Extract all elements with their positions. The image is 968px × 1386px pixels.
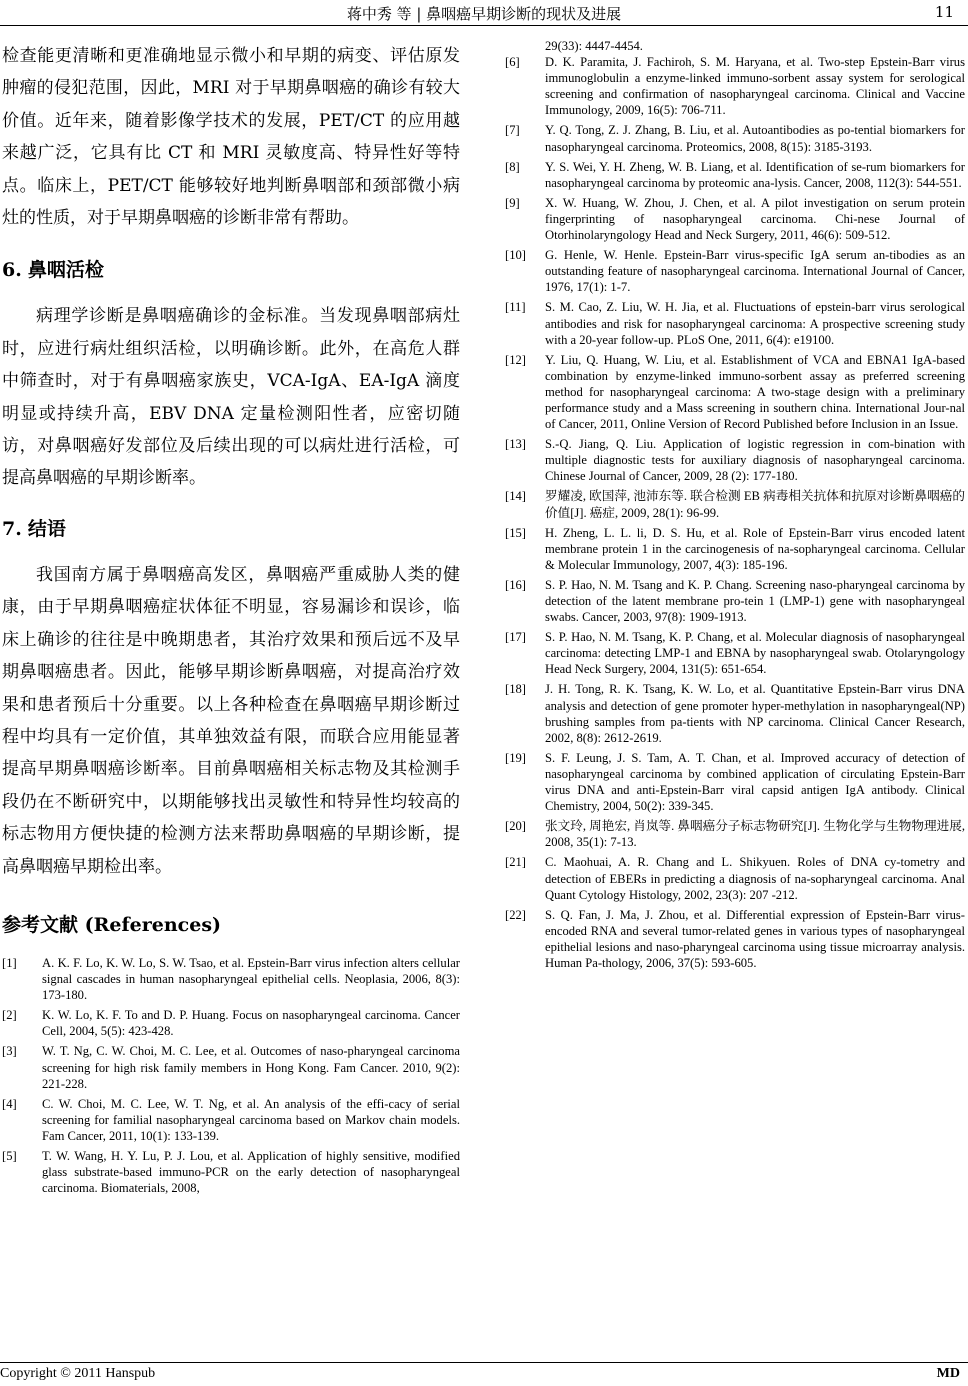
section-6-paragraph: 病理学诊断是鼻咽癌确诊的金标准。当发现鼻咽部病灶时，应进行病灶组织活检，以明确诊断。此外，在高危人群中筛查时，对于有鼻咽癌家族史，VCA-IgA、EA-IgA 滴度明显或持续升高，EBV DNA 定量检测阳性者，应密切随访，对鼻咽癌好发部位及后续出现的可以病灶进行活检，可提高鼻咽癌的早期诊断率。: [2, 306, 460, 489]
section-6-number: 6.: [2, 259, 22, 282]
reference-list-left: [2, 955, 460, 1196]
reference-text: D. K. Paramita, J. Fachiroh, S. M. Haryana, et al. Two-step Epstein-Barr virus immunoglobulin a enzyme-linked immuno-sorbent assay system for serological screening and confirmation of nasopharyngeal carcinoma. Clinical and Vaccine Immunology, 2009, 16(5): 706-711.: [545, 55, 965, 118]
running-header: [0, 0, 968, 26]
reference-number: [22]: [505, 907, 526, 922]
reference-item: [505, 750, 965, 814]
reference-item: [505, 818, 965, 850]
reference-item: [505, 854, 965, 902]
reference-number: [9]: [505, 195, 520, 210]
reference-item: [505, 247, 965, 295]
left-column: [2, 40, 460, 1196]
reference-number: [8]: [505, 159, 520, 174]
intro-paragraph: 检查能更清晰和更准确地显示微小和早期的病变、评估原发肿瘤的侵犯范围，因此，MRI 对于早期鼻咽癌的确诊有较大价值。近年来，随着影像学技术的发展，PET/CT 的应用越来越广泛，它具有比 CT 和 MRI 灵敏度高、特异性好等特点。临床上，PET/CT 能够较好地判断鼻咽部和颈部微小病灶的性质，对于早期鼻咽癌的诊断非常有帮助。: [2, 46, 460, 229]
reference-item: [2, 1096, 460, 1144]
reference-text: H. Zheng, L. L. li, D. S. Hu, et al. Role of Epstein-Barr virus encoded latent membrane protein 1 in the carcinogenesis of na-sopharyngeal carcinoma. Cellular & Molecular Immunology, 2007, 4(3): 185-196.: [545, 525, 965, 572]
reference-item: [505, 195, 965, 243]
reference-item: [505, 629, 965, 677]
reference-item: [505, 525, 965, 573]
reference-continuation: 29(33): 4447-4454.: [545, 39, 643, 53]
section-7-paragraph: 我国南方属于鼻咽癌高发区，鼻咽癌严重威胁人类的健康，由于早期鼻咽癌症状体征不明显，容易漏诊和误诊，临床上确诊的往往是中晚期患者，其治疗效果和预后远不及早期鼻咽癌患者。因此，能够早期诊断鼻咽癌，对提高治疗效果和患者预后十分重要。以上各种检查在鼻咽癌早期诊断过程中均具有一定价值，其单独效益有限，而联合应用能显著提高早期鼻咽癌诊断率。目前鼻咽癌相关标志物及其检测手段仍在不断研究中，以期能够找出灵敏性和特异性均较高的标志物用方便快捷的检测方法来帮助鼻咽癌的早期诊断，提高鼻咽癌早期检出率。: [2, 564, 460, 877]
reference-text: C. Maohuai, A. R. Chang and L. Shikyuen. Roles of DNA cy-tometry and detection of EBERs in predicting a diagnosis of na-sopharyngeal carcinoma. Anal Quant Cytology Histology, 2002, 23(3): 207 -212.: [545, 855, 965, 902]
reference-number: [7]: [505, 123, 520, 138]
reference-number: [3]: [2, 1044, 17, 1059]
reference-item: [505, 436, 965, 484]
section-6-title: 鼻咽活检: [27, 259, 104, 282]
reference-number: [5]: [2, 1148, 17, 1163]
reference-number: [16]: [505, 577, 526, 592]
reference-text: A. K. F. Lo, K. W. Lo, S. W. Tsao, et al. Epstein-Barr virus infection alters cellular signal cascades in human nasopharyngeal epithelial cells. Neoplasia, 2006, 8(3): 173-180.: [42, 955, 460, 1003]
reference-text: S. P. Hao, N. M. Tsang, K. P. Chang, et al. Molecular diagnosis of nasopharyngeal carcinoma: detecting LMP-1 and EBNA by nasopharyngeal swab. Otolaryngology Head Neck Surgery, 2004, 131(5): 651-654.: [545, 630, 965, 677]
reference-text: S. F. Leung, J. S. Tam, A. T. Chan, et al. Improved accuracy of detection of nasopharyngeal carcinoma by combined application of circulating Epstein-Barr virus DNA and anti-Epstein-Barr viral capsid antigen IgA antibody. Clinical Chemistry, 2004, 50(2): 339-345.: [545, 750, 965, 814]
reference-item: [505, 54, 965, 118]
reference-number: [20]: [505, 819, 526, 834]
section-6-heading: [2, 254, 460, 286]
footer-rule: [0, 1362, 968, 1363]
reference-text: C. W. Choi, M. C. Lee, W. T. Ng, et al. An analysis of the effi-cacy of serial screening for familial nasopharyngeal carcinoma based on Markov chain models. Fam Cancer, 2011, 10(1): 133-139.: [42, 1096, 460, 1143]
references-heading: 参考文献 (References): [2, 913, 222, 936]
reference-text: Y. Q. Tong, Z. J. Zhang, B. Liu, et al. Autoantibodies as po-tential biomarkers for nasopharyngeal carcinoma. Proteomics, 2008, 8(15): 3185-3193.: [545, 123, 965, 154]
reference-number: [4]: [2, 1096, 17, 1111]
reference-text: Y. Liu, Q. Huang, W. Liu, et al. Establishment of VCA and EBNA1 IgA-based combination by enzyme-linked immuno-sorbent assay as preferred screening method for nasopharyngeal carcinoma: A two-stage design with a preliminary performance study and a Mass screening in southern china. International Jour-nal of Cancer, 2011, Online Version of Record Published before Inclusion in an Issue.: [545, 352, 965, 432]
copyright-text: Copyright © 2011 Hanspub: [0, 1366, 156, 1381]
reference-text: W. T. Ng, C. W. Choi, M. C. Lee, et al. Outcomes of naso-pharyngeal carcinoma screening for high risk family members in Hong Kong. Fam Cancer. 2010, 9(2): 221-228.: [42, 1044, 460, 1091]
header-rule: [0, 25, 968, 26]
reference-item: [505, 907, 965, 971]
reference-item: [505, 352, 965, 432]
reference-number: [11]: [505, 300, 526, 315]
reference-item: [2, 955, 460, 1003]
right-column: [505, 38, 965, 971]
reference-list-right: [505, 54, 965, 971]
reference-number: [10]: [505, 248, 526, 263]
reference-item: [505, 159, 965, 191]
reference-number: [18]: [505, 682, 526, 697]
reference-text: Y. S. Wei, Y. H. Zheng, W. B. Liang, et al. Identification of se-rum biomarkers for nasopharyngeal carcinoma by proteomic ana-lysis. Cancer, 2008, 112(3): 544-551.: [545, 159, 965, 190]
section-7-number: 7.: [2, 517, 22, 540]
page-number: 11: [934, 3, 954, 21]
reference-number: [13]: [505, 437, 526, 452]
reference-text: S. P. Hao, N. M. Tsang and K. P. Chang. Screening naso-pharyngeal carcinoma by detection of the latent membrane pro-tein 1 (LMP-1) gene with nasopharyngeal swabs. Cancer, 2003, 97(8): 1909-1913.: [545, 577, 965, 625]
reference-number: [1]: [2, 955, 17, 970]
reference-number: [6]: [505, 55, 520, 70]
reference-text: S.-Q. Jiang, Q. Liu. Application of logistic regression in com-bination with multiple diagnostic tests for auxiliary diagnosis of nasopharyngeal carcinoma. Chinese Journal of Cancer, 2009, 28 (2): 177-180.: [545, 437, 965, 484]
reference-text: K. W. Lo, K. F. To and D. P. Huang. Focus on nasopharyngeal carcinoma. Cancer Cell, 2004, 5(5): 423-428.: [42, 1008, 460, 1039]
reference-text: T. W. Wang, H. Y. Lu, P. J. Lou, et al. Application of highly sensitive, modified glass substrate-based immuno-PCR on the early detection of nasopharyngeal carcinoma. Biomaterials, 2008,: [42, 1148, 460, 1196]
reference-number: [15]: [505, 525, 526, 540]
reference-number: [12]: [505, 352, 526, 367]
section-7-title: 结语: [27, 517, 66, 540]
reference-text: G. Henle, W. Henle. Epstein-Barr virus-specific IgA serum an-tibodies as an outstanding feature of nasopharyngeal carcinoma. International Journal of Cancer, 1976, 17(1): 1-7.: [545, 248, 965, 295]
running-title: 蒋中秀 等 | 鼻咽癌早期诊断的现状及进展: [346, 5, 622, 23]
reference-item: [505, 122, 965, 154]
journal-abbrev: MD: [936, 1366, 960, 1381]
reference-number: [17]: [505, 630, 526, 645]
reference-text: 张文玲, 周艳宏, 肖岚等. 鼻咽癌分子标志物研究[J]. 生物化学与生物物理进展, 2008, 35(1): 7-13.: [545, 819, 965, 850]
reference-text: X. W. Huang, W. Zhou, J. Chen, et al. A pilot investigation on serum protein fingerprinting of nasopharyngeal carcinoma. Chi-nese Journal of Otorhinolaryngology Head and Neck Surgery, 2011, 46(6): 509-512.: [545, 195, 965, 243]
section-7-heading: [2, 513, 460, 545]
reference-item: [2, 1043, 460, 1091]
reference-text: S. Q. Fan, J. Ma, J. Zhou, et al. Differential expression of Epstein-Barr virus-encoded RNA and several tumor-related genes in various types of nasopharyngeal epithelial lesions and naso-pharyngeal carcinoma using tissue microarray analysis. Human Pa-thology, 2006, 37(5): 593-605.: [545, 907, 965, 970]
reference-item: [2, 1007, 460, 1039]
reference-text: J. H. Tong, R. K. Tsang, K. W. Lo, et al. Quantitative Epstein-Barr virus DNA analysis and detection of gene promoter hyper-methylation in nasopharyngeal(NP) brushing samples from pa-tients with NP carcinoma. Clinical Cancer Research, 2002, 8(8): 2612-2619.: [545, 682, 965, 745]
reference-text: 罗耀凌, 欧国萍, 池沛东等. 联合检测 EB 病毒相关抗体和抗原对诊断鼻咽癌的价值[J]. 癌症, 2009, 28(1): 96-99.: [545, 489, 965, 520]
reference-item: [505, 299, 965, 347]
reference-item: [505, 577, 965, 625]
reference-number: [2]: [2, 1008, 17, 1023]
reference-item: [505, 681, 965, 745]
reference-text: S. M. Cao, Z. Liu, W. H. Jia, et al. Fluctuations of epstein-barr virus serological antibodies and risk for nasopharyngeal carcinoma: A prospective screening study with a 20-year follow-up. PLoS One, 2011, 6(4): e19100.: [545, 300, 965, 347]
reference-number: [19]: [505, 750, 526, 765]
reference-item: [2, 1148, 460, 1196]
reference-item: [505, 488, 965, 520]
reference-number: [21]: [505, 855, 526, 870]
reference-number: [14]: [505, 489, 526, 504]
